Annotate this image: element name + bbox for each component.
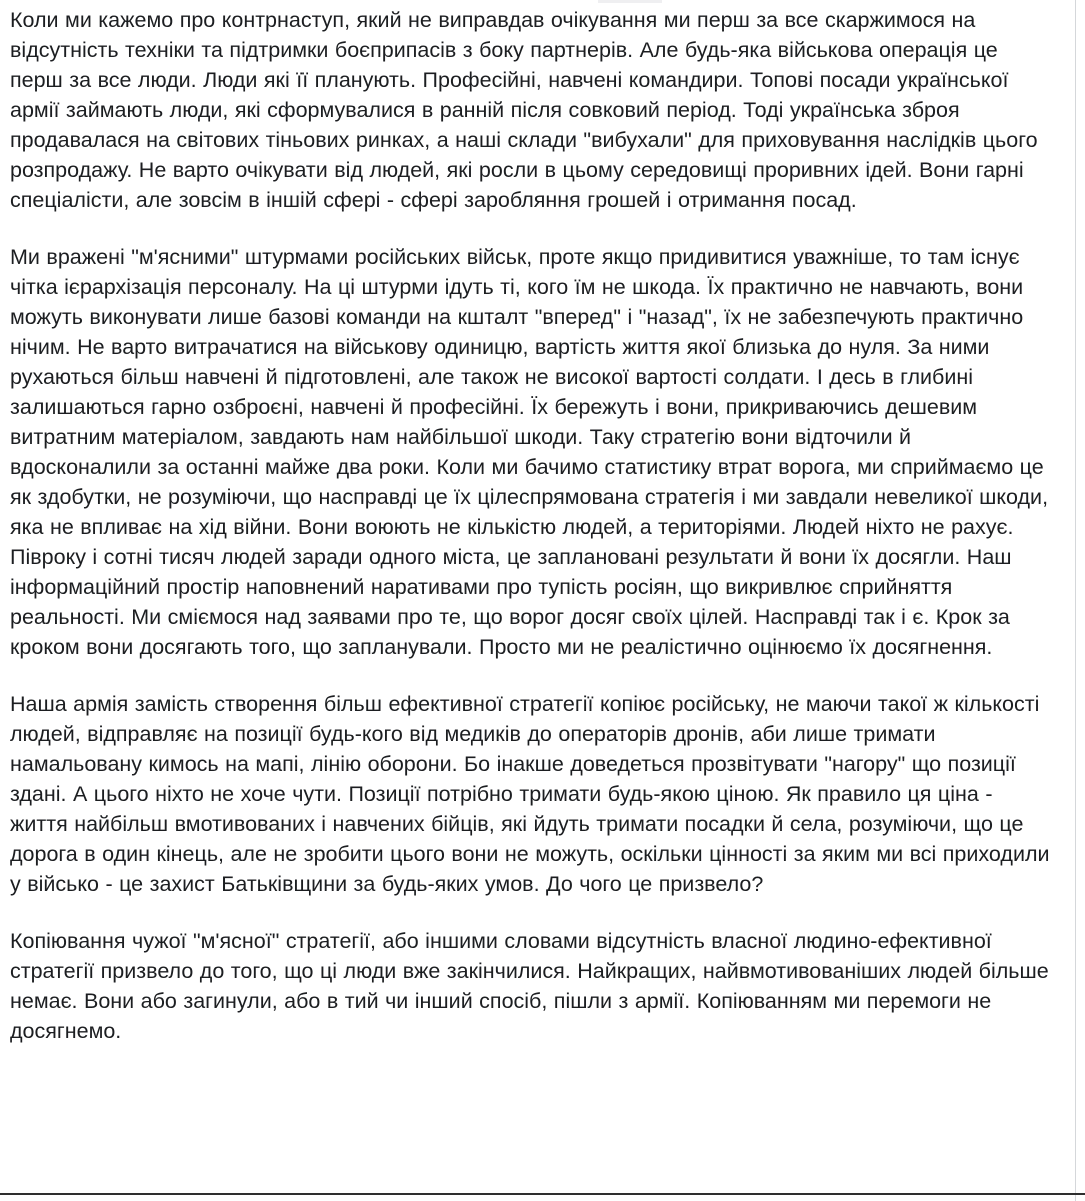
paragraph-3: Наша армія замість створення більш ефективної стратегії копіює російську, не маючи такої ж кількості людей, відправляє на позиції будь-кого від медиків до операторів дронів, аби лише тримати намальовану кимось на мапі, лінію оборони. Бо інакше доведеться прозвітувати "нагору" що позиції здані. А цього ніхто не хоче чути. Позиції потрібно тримати будь-якою ціною. Як правило ця ціна - життя найбільш вмотивованих і навчених бійців, які йдуть тримати посадки й села, розуміючи, що це дорога в один кінець, але не зробити цього вони не можуть, оскільки цінності за яким ми всі приходили у військо - це захист Батьківщини за будь-яких умов. До чого це призвело? (10, 692, 1050, 896)
paragraph-4: Копіювання чужої "м'ясної" стратегії, або іншими словами відсутність власної людино-ефективної стратегії призвело до того, що ці люди вже закінчилися. Найкращих, найвмотивованіших людей більше немає. Вони або загинули, або в тий чи інший спосіб, пішли з армії. Копіюванням ми перемоги не досягнемо. (10, 929, 1049, 1043)
paragraph-2: Ми вражені "м'ясними" штурмами російських військ, проте якщо придивитися уважніше, то там існує чітка ієрархізація персоналу. На ці штурми ідуть ті, кого їм не шкода. Їх практично не навчають, вони можуть виконувати лише базові команди на кшталт "вперед" і "назад", їх не забезпечують практично нічим. Не варто витрачатися на військову одиницю, вартість життя якої близька до нуля. За ними рухаються більш навчені й підготовлені, але також не високої вартості солдати. І десь в глибині залишаються гарно озброєні, навчені й професійні. Їх бережуть і вони, прикриваючись дешевим витратним матеріалом, завдають нам найбільшої шкоди. Таку стратегію вони відточили й вдосконалили за останні майже два роки. Коли ми бачимо статистику втрат ворога, ми сприймаємо це як здобутки, не розуміючи, що насправді це їх цілеспрямована стратегія і ми завдали невеликої шкоди, яка не впливає на хід війни. Вони воюють не кількістю людей, а територіями. Людей ніхто не рахує. Півроку і сотні тисяч людей заради одного міста, це заплановані результати й вони їх досягли. Наш інформаційний простір наповнений наративами про тупість росіян, що викривлює сприйняття реальності. Ми сміємося над заявами про те, що ворог досяг своїх цілей. Насправді так і є. Крок за кроком вони досягають того, що запланували. Просто ми не реалістично оцінюємо їх досягнення. (10, 245, 1049, 659)
content-right-border (1075, 0, 1076, 1201)
post-text (10, 5, 1050, 1073)
bottom-divider (0, 1193, 1085, 1195)
paragraph-1: Коли ми кажемо про контрнаступ, який не виправдав очікування ми перш за все скаржимося на відсутність техніки та підтримки боєприпасів з боку партнерів. Але будь-яка військова операція це перш за все люди. Люди які її планують. Професійні, навчені командири. Топові посади української армії займають люди, які сформувалися в ранній після совковий період. Тоді українська зброя продавалася на світових тіньових ринках, а наші склади "вибухали" для приховування наслідків цього розпродажу. Не варто очікувати від людей, які росли в цьому середовищі проривних ідей. Вони гарні спеціалісти, але зовсім в іншій сфері - сфері заробляння грошей і отримання посад. (10, 8, 1038, 212)
top-edge-artifact (598, 0, 662, 3)
